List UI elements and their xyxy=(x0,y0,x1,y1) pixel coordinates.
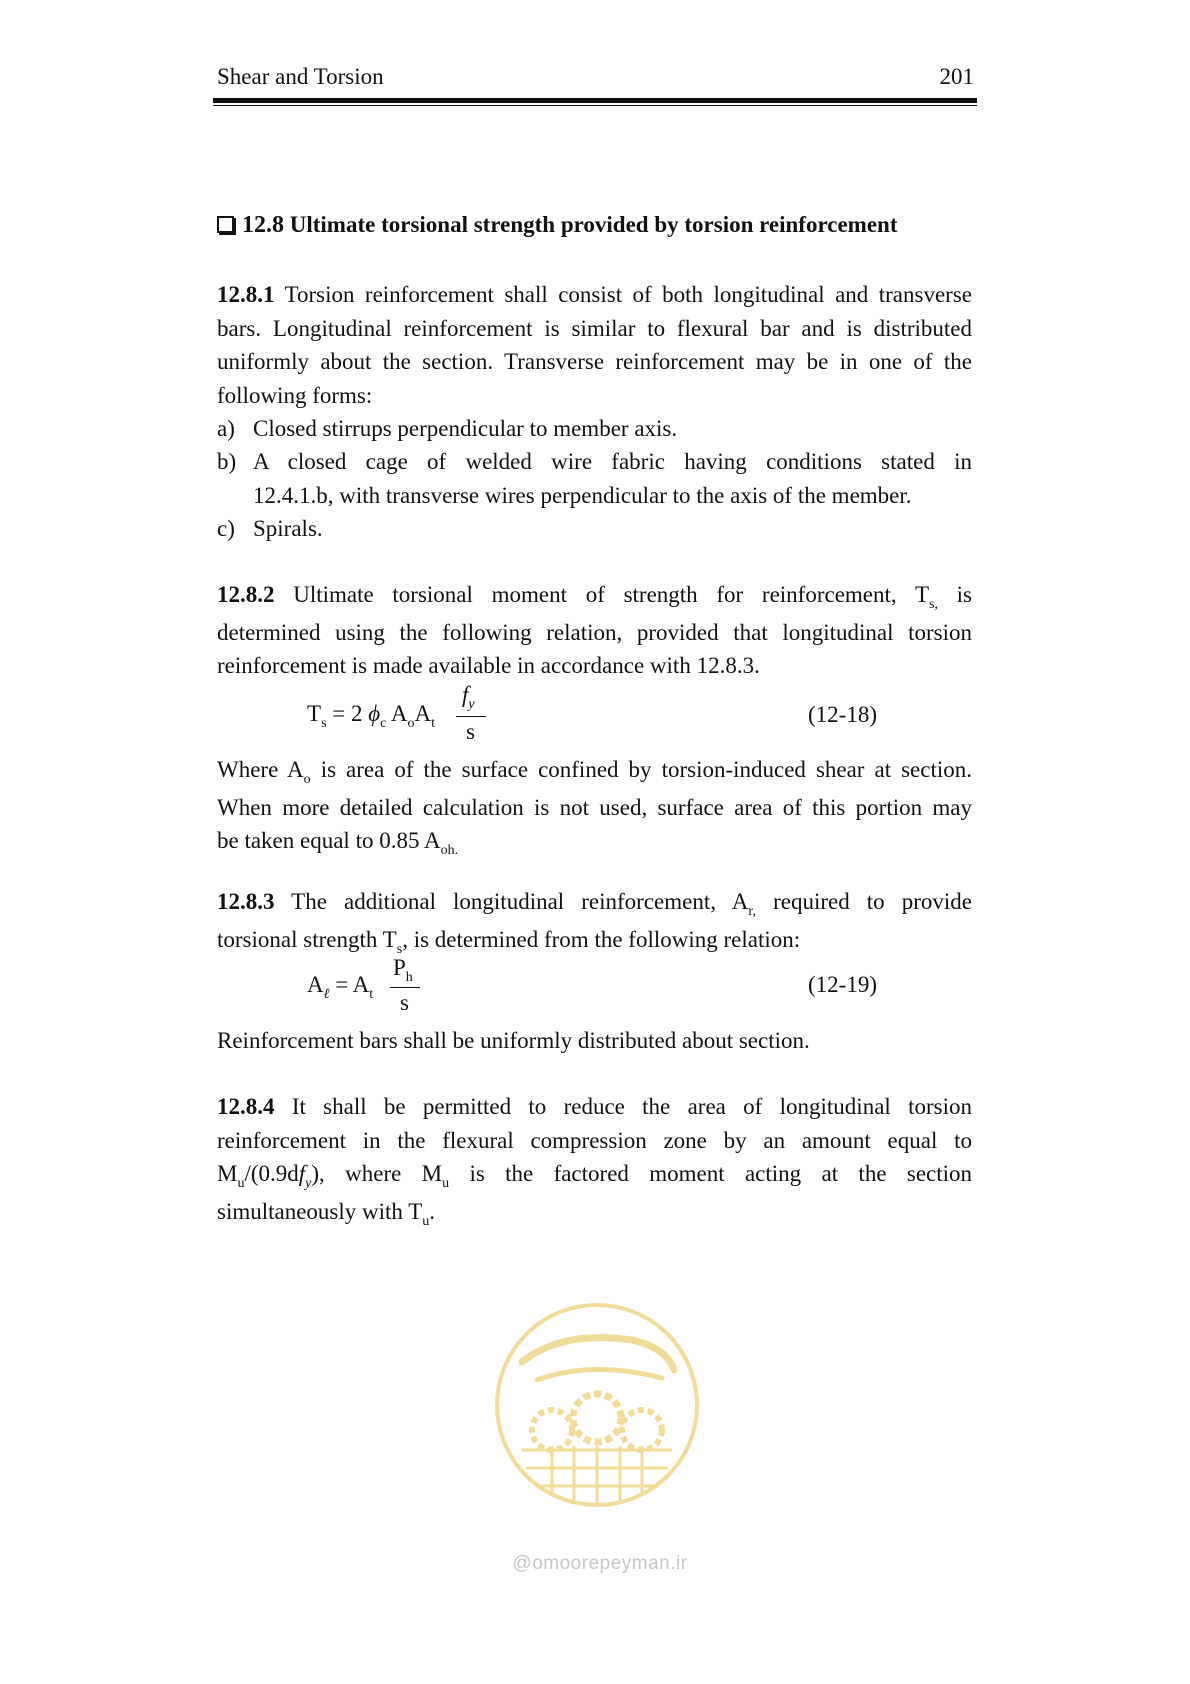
subscript: y xyxy=(305,1176,312,1191)
watermark-caption: @omoorepeyman.ir xyxy=(512,1553,688,1574)
fraction-numerator xyxy=(462,682,475,712)
subscript: s xyxy=(321,716,327,731)
subscript: c xyxy=(380,716,387,731)
section-heading xyxy=(217,212,974,239)
text-run: torsional strength T xyxy=(217,926,397,952)
subscript: t xyxy=(369,987,374,1002)
text-run: , is determined from the following relation: xyxy=(402,926,801,952)
text-run: M xyxy=(217,1161,238,1186)
equation-12-18 xyxy=(307,701,435,731)
subscript: u xyxy=(237,1176,245,1191)
list-marker: a) xyxy=(217,416,235,441)
text-line: bars. Longitudinal reinforcement is similar to flexural bar and is distributed xyxy=(217,315,972,341)
eq-symbol: f xyxy=(462,682,469,707)
subscript: o xyxy=(407,716,415,731)
subscript: oh. xyxy=(440,843,459,858)
list-text: Spirals. xyxy=(253,516,323,541)
text-line: Reinforcement bars shall be uniformly distributed about section. xyxy=(217,1028,810,1053)
watermark-logo-icon xyxy=(492,1300,702,1510)
phi-symbol: ϕ xyxy=(368,701,381,726)
eq-operator: = A xyxy=(335,972,370,997)
text-run: is area of the surface confined by torsion-induced shear at section. xyxy=(320,757,973,782)
text-line: reinforcement in the flexural compression zone by an amount equal to xyxy=(217,1127,972,1153)
subscript: r, xyxy=(748,904,757,919)
text-run: required to provide xyxy=(773,889,973,914)
text-run: Ultimate torsional moment of strength for reinforcement, T xyxy=(293,582,929,607)
paragraph-12-8-4 xyxy=(217,1090,972,1232)
fraction-denominator: s xyxy=(466,719,475,744)
text-run: is xyxy=(956,582,973,607)
paragraph-reinforcement xyxy=(217,1024,972,1058)
equation-number: (12-19) xyxy=(808,972,877,997)
italic-symbol: f xyxy=(298,1161,306,1186)
eq-operator: = 2 xyxy=(332,701,363,726)
eq-symbol: A xyxy=(414,701,432,726)
eq-symbol: T xyxy=(307,701,322,726)
subscript: u xyxy=(422,1213,430,1229)
text-line: Torsion reinforcement shall consist of both longitudinal and transverse xyxy=(284,282,972,307)
text-run: The additional longitudinal reinforcement, A xyxy=(291,889,749,914)
page-number: 201 xyxy=(939,64,974,89)
clause-number: 12.8.2 xyxy=(217,582,275,607)
paragraph-where xyxy=(217,753,972,862)
subscript: s, xyxy=(929,597,938,612)
text-line: reinforcement is made available in accordance with 12.8.3. xyxy=(217,653,760,678)
paragraph-12-8-2 xyxy=(217,578,972,683)
section-title-text: Ultimate torsional strength provided by torsion reinforcement xyxy=(289,212,898,237)
equation-12-19 xyxy=(307,972,374,1002)
subscript: h xyxy=(405,970,413,985)
subscript: s xyxy=(396,941,403,957)
subscript: ℓ xyxy=(323,987,330,1002)
list-item-b xyxy=(217,445,972,512)
text-run: is the factored moment acting at the section xyxy=(469,1161,973,1186)
list-item-a xyxy=(217,412,972,446)
text-run: . xyxy=(429,1198,436,1224)
clause-number: 12.8.4 xyxy=(217,1094,275,1119)
fraction-bar xyxy=(390,987,420,988)
eq-symbol: A xyxy=(307,972,324,997)
list-marker: b) xyxy=(217,449,237,474)
subscript: t xyxy=(431,716,435,731)
text-run: ), where M xyxy=(311,1161,443,1186)
header-rule-thick xyxy=(213,98,977,103)
section-number: 12.8 xyxy=(242,212,284,238)
fraction-bar xyxy=(456,716,486,717)
fraction-denominator: s xyxy=(400,990,409,1015)
list-text: 12.4.1.b, with transverse wires perpendicular to the axis of the member. xyxy=(253,482,912,508)
running-header xyxy=(217,64,974,98)
text-run: Where A xyxy=(217,757,304,782)
checkbox-square-icon xyxy=(217,216,234,233)
text-run: /(0.9d xyxy=(244,1161,299,1186)
clause-number: 12.8.3 xyxy=(217,889,275,914)
text-run: be taken equal to 0.85 A xyxy=(217,828,441,853)
text-run: simultaneously with T xyxy=(217,1198,423,1224)
list-marker: c) xyxy=(217,516,235,541)
clause-number: 12.8.1 xyxy=(217,282,275,307)
fraction-numerator xyxy=(393,955,413,985)
text-line: When more detailed calculation is not used, surface area of this portion may xyxy=(217,794,972,820)
paragraph-12-8-1 xyxy=(217,278,972,412)
text-line: uniformly about the section. Transverse reinforcement may be in one of the xyxy=(217,349,972,374)
subscript: o xyxy=(303,772,311,787)
subscript: u xyxy=(442,1176,450,1191)
list-text: A closed cage of welded wire fabric having conditions stated in xyxy=(253,449,972,474)
header-rule-thin xyxy=(213,105,977,106)
eq-symbol: P xyxy=(393,955,406,980)
list-text: Closed stirrups perpendicular to member axis. xyxy=(253,416,678,441)
paragraph-12-8-3 xyxy=(217,885,972,960)
equation-number: (12-18) xyxy=(808,702,877,727)
text-line: following forms: xyxy=(217,382,373,408)
text-run: It shall be permitted to reduce the area of longitudinal torsion xyxy=(291,1094,972,1119)
eq-symbol: A xyxy=(390,701,408,726)
list-item-c xyxy=(217,512,972,546)
text-line: determined using the following relation, provided that longitudinal torsion xyxy=(217,619,972,645)
subscript: y xyxy=(468,697,475,712)
running-title: Shear and Torsion xyxy=(217,64,384,89)
